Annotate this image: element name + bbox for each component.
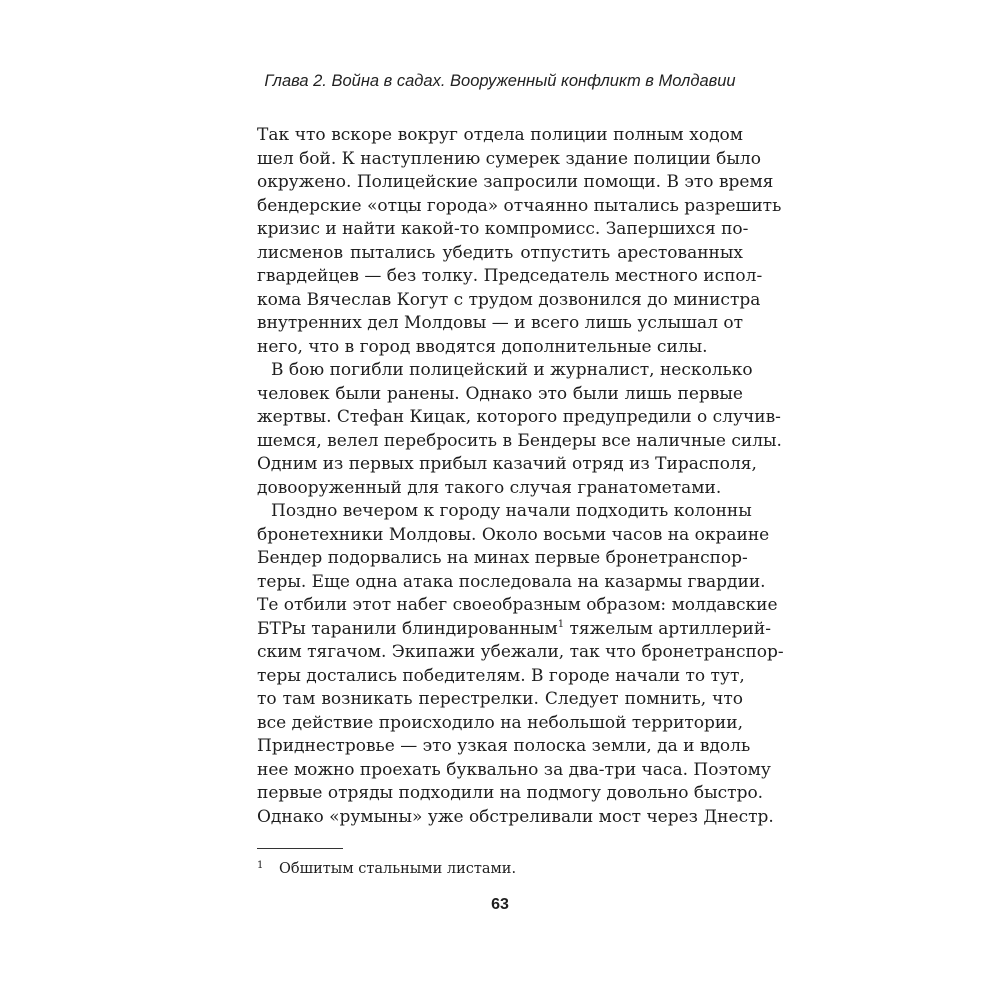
text-line: бендерские «отцы города» отчаянно пытались разрешить	[257, 195, 782, 216]
body-text	[257, 124, 784, 829]
text-line: теры. Еще одна атака последовала на казармы гвардии.	[257, 571, 766, 592]
text-line: то там возникать перестрелки. Следует помнить, что	[257, 689, 743, 709]
text-line: первые отряды подходили на подмогу довольно быстро.	[257, 783, 764, 803]
text-line: все действие происходило на небольшой территории,	[257, 712, 743, 733]
text-line: Приднестровье — это узкая полоска земли, да и вдоль	[257, 736, 751, 756]
footnote-reference[interactable]: 1	[557, 618, 565, 630]
text-line: лисменов пытались убедить отпустить арестованных	[257, 242, 743, 263]
text-line: ским тягачом. Экипажи убежали, так что бронетранспор-	[257, 642, 784, 662]
text-line: Одним из первых прибыл казачий отряд из Тирасполя,	[257, 454, 757, 474]
text-line: гвардейцев — без толку. Председатель местного испол-	[257, 266, 763, 286]
text-line: Те отбили этот набег своеобразным образом: молдавские	[257, 595, 778, 615]
text-line: окружено. Полицейские запросили помощи. В это время	[257, 172, 774, 192]
text-line: шел бой. К наступлению сумерек здание полиции было	[257, 148, 761, 169]
footnote	[257, 860, 743, 877]
text-line: Однако «румыны» уже обстреливали мост через Днестр.	[257, 806, 774, 827]
text-line: бронетехники Молдовы. Около восьми часов на окраине	[257, 524, 770, 545]
paragraph	[257, 124, 782, 359]
paragraph	[257, 500, 784, 829]
footnote-divider	[257, 848, 343, 849]
paragraph	[257, 359, 782, 500]
text-line-end: тяжелым артиллерий-	[569, 618, 771, 639]
text-line	[257, 618, 771, 642]
running-head: Глава 2. Война в садах. Вооруженный конфликт в Молдавии	[264, 72, 736, 90]
text-line: теры достались победителям. В городе начали то тут,	[257, 665, 745, 686]
text-line: нее можно проехать буквально за два-три часа. Поэтому	[257, 759, 771, 780]
text-line: него, что в город вводятся дополнительные силы.	[257, 336, 708, 357]
footnote-mark: 1	[257, 860, 264, 871]
text-line: В бою погибли полицейский и журналист, несколько	[271, 360, 753, 380]
text-line-start: БТРы таранили блиндированным	[257, 618, 558, 639]
text-line: шемся, велел перебросить в Бендеры все наличные силы.	[257, 430, 782, 451]
text-line: довооруженный для такого случая гранатометами.	[257, 477, 722, 498]
text-line: Так что вскоре вокруг отдела полиции полным ходом	[257, 125, 743, 145]
text-line: жертвы. Стефан Кицак, которого предупредили о случив-	[257, 407, 781, 427]
text-line: Поздно вечером к городу начали подходить колонны	[271, 501, 752, 521]
text-line: кризис и найти какой-то компромисс. Запершихся по-	[257, 219, 749, 239]
text-line: Бендер подорвались на минах первые бронетранспор-	[257, 548, 748, 568]
text-line: кома Вячеслав Когут с трудом дозвонился до министра	[257, 289, 761, 310]
footnote-text: Обшитым стальными листами.	[279, 861, 517, 877]
page-number: 63	[491, 896, 509, 913]
text-line: внутренних дел Молдовы — и всего лишь услышал от	[257, 313, 743, 333]
text-line: человек были ранены. Однако это были лишь первые	[257, 383, 743, 404]
